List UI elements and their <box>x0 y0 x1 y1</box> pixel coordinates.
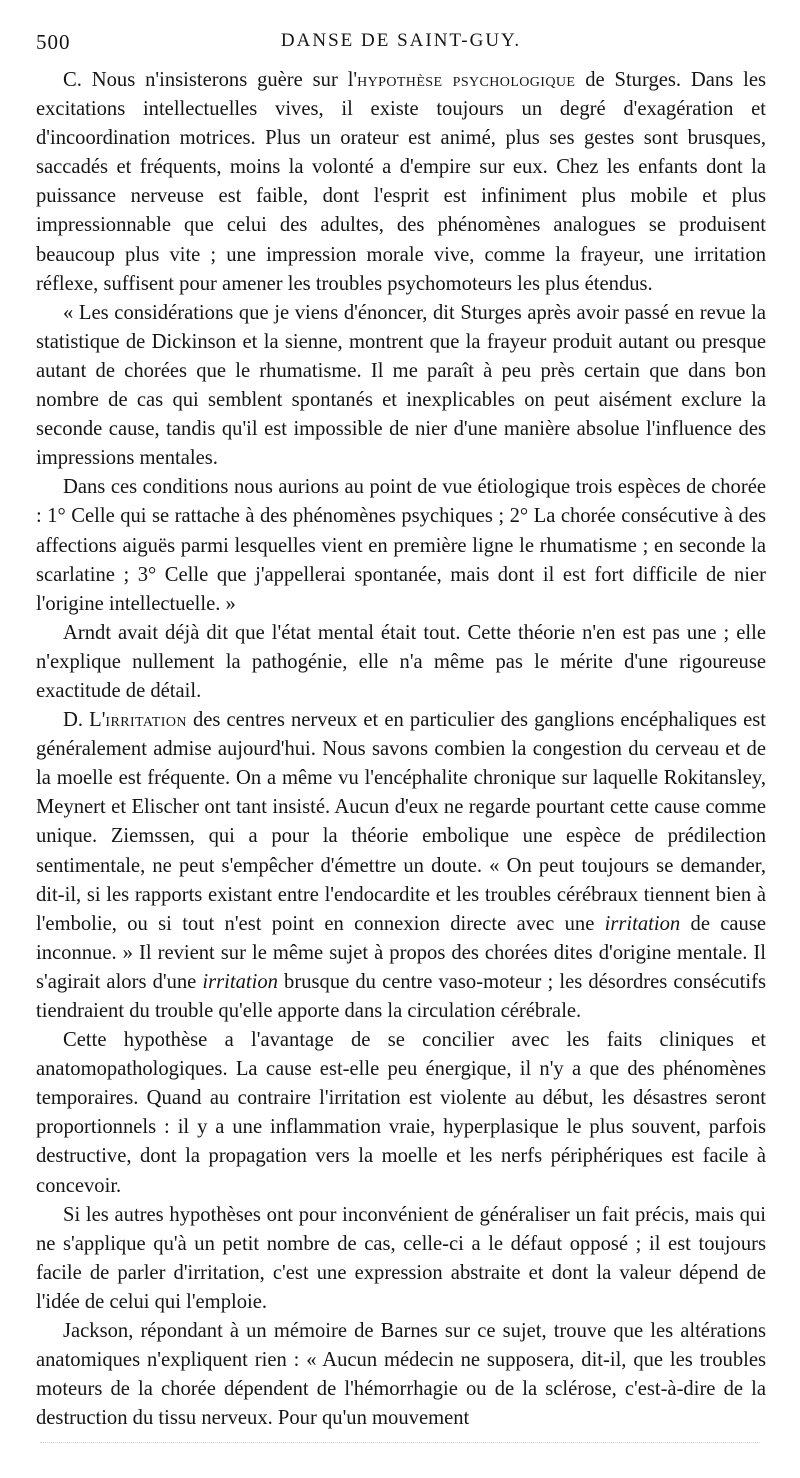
small-caps-term: irritation <box>105 709 187 732</box>
page-number: 500 <box>36 30 71 54</box>
paragraph-other-hypotheses: Si les autres hypothèses ont pour inconvénient de généraliser un fait précis, mais qui ne s'applique qu'à un petit nombre de cas, celle-ci a le défaut opposé ; il est toujours facile de parler d'irritation, c'est une expression abstraite et dont la valeur dépend de l'idée de celui qui l'emploie. <box>36 1203 766 1313</box>
running-head <box>36 30 766 58</box>
paragraph-arndt: Arndt avait déjà dit que l'état mental était tout. Cette théorie n'en est pas une ; elle n'explique nullement la pathogénie, elle n'a même pas le mérite d'une rigoureuse exactitude de détail. <box>36 621 766 702</box>
paragraph-text: de Sturges. Dans les excitations intellectuelles vives, il existe toujours un degré d'exagération et d'incoordination motrices. Plus un orateur est animé, plus ses gestes sont brusques, saccadés et fréquents, moins la volonté a d'empire sur eux. Chez les enfants dont la puissance nerveuse est faible, dont l'esprit est infiniment plus mobile et plus impressionnable que celui des adultes, des phénomènes analogues se produisent beaucoup plus vite ; une impression morale vive, comme la frayeur, une irritation réflexe, suffisent pour amener les troubles psychomoteurs les plus étendus. <box>36 69 766 295</box>
small-caps-term: hypothèse psychologique <box>357 69 576 91</box>
italic-term: irritation <box>202 970 278 993</box>
paragraph-chorea-types: Dans ces conditions nous aurions au point de vue étiologique trois espèces de chorée : 1° Celle qui se rattache à des phénomènes psychiques ; 2° La chorée consécutive à des affections aiguës parmi lesquelles vient en première ligne le rhumatisme ; en seconde la scarlatine ; 3° Celle que j'appellerai spontanée, mais dont il est fort difficile de nier l'origine intellectuelle. » <box>36 476 766 615</box>
paragraph-irritation <box>36 706 766 1026</box>
paragraph-jackson: Jackson, répondant à un mémoire de Barnes sur ce sujet, trouve que les altérations anatomiques n'expliquent rien : « Aucun médecin ne supposera, dit-il, que les troubles moteurs de la chorée dépendent de l'hémorrhagie ou de la sclérose, c'est-à-dire de la destruction du tissu nerveux. Pour qu'un mouvement <box>36 1320 766 1430</box>
body-text <box>36 66 766 1433</box>
running-title: DANSE DE SAINT-GUY. <box>280 30 522 51</box>
italic-term: irritation <box>604 912 681 935</box>
paragraph-text: C. Nous n'insisterons guère sur l' <box>63 69 358 91</box>
paragraph-sturges-quote: « Les considérations que je viens d'énoncer, dit Sturges après avoir passé en revue la statistique de Dickinson et la sienne, montrent que la frayeur produit autant ou presque autant de chorées que le rhumatisme. Il me paraît à peu près certain que dans bon nombre de cas qui semblent spontanés et inexplicables on peut aisément exclure la seconde cause, tandis qu'il est impossible de nier d'une manière absolue l'influence des impressions mentales. <box>36 301 766 470</box>
paragraph-text: des centres nerveux et en particulier des ganglions encéphaliques est généralement admise aujourd'hui. Nous savons combien la congestion du cerveau et de la moelle est fréquente. On a même vu l'encéphalite chronique sur laquelle Rokitansley, Meynert et Elischer ont tant insisté. Aucun d'eux ne regarde pourtant cette cause comme unique. Ziemssen, qui a pour la théorie embolique une espèce de prédilection sentimentale, ne peut s'empêcher d'émettre un doute. « On peut toujours se demander, dit-il, si les rapports existant entre l'endocardite et les troubles cérébraux tiennent bien à l'embolie, ou si tout n'est point en connexion directe avec une <box>36 709 766 935</box>
book-page <box>36 30 766 1433</box>
paragraph-text: brusque du centre vaso-moteur ; les désordres consécutifs tiendraient du trouble qu'elle apporte dans la circulation cérébrale. <box>36 970 766 1022</box>
paragraph-psychological-hypothesis <box>36 66 766 299</box>
paragraph-text: D. L' <box>63 709 106 732</box>
paragraph-hypothesis-advantage: Cette hypothèse a l'avantage de se concilier avec les faits cliniques et anatomopathologiques. La cause est-elle peu énergique, il n'y a que des phénomènes temporaires. Quand au contraire l'irritation est violente au début, les désastres seront proportionnels : il y a une inflammation vraie, hyperplasique le plus souvent, parfois destructive, dont la propagation vers la moelle et les nerfs périphériques est facile à concevoir. <box>36 1029 766 1197</box>
scan-footer-marks <box>40 1442 760 1447</box>
paragraph-text: de cause inconnue. » Il revient sur le même sujet à propos des chorées dites d'origine mentale. Il s'agirait alors d'une <box>36 912 767 993</box>
